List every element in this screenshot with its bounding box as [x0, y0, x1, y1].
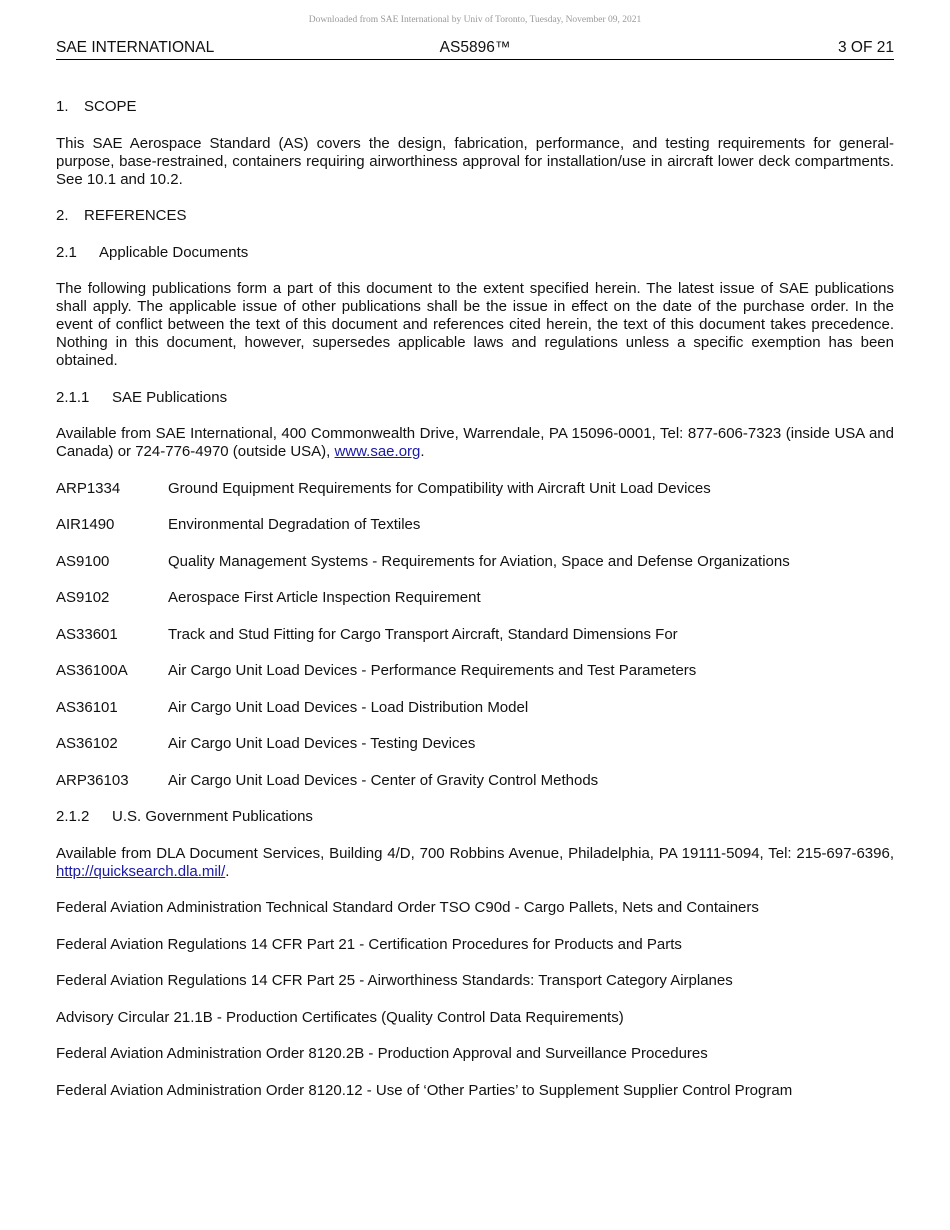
government-reference-item: Advisory Circular 21.1B - Production Certificates (Quality Control Data Requirements) — [56, 1008, 624, 1026]
reference-code: ARP36103 — [56, 771, 129, 789]
header-document-number: AS5896™ — [439, 39, 511, 56]
reference-item — [56, 662, 894, 680]
reference-code: AS36100A — [56, 662, 128, 679]
reference-code: AS36102 — [56, 735, 118, 752]
reference-code: AS9100 — [56, 552, 110, 570]
download-watermark: Downloaded from SAE International by Univ of Toronto, Tuesday, November 09, 2021 — [308, 15, 642, 25]
reference-item — [56, 553, 894, 571]
reference-title: Aerospace First Article Inspection Requirement — [168, 589, 481, 606]
document-body — [56, 98, 894, 1118]
reference-title: Air Cargo Unit Load Devices - Performance Requirements and Test Parameters — [168, 662, 697, 679]
reference-code: AIR1490 — [56, 516, 115, 533]
reference-item — [56, 626, 894, 644]
reference-item — [56, 735, 894, 753]
sae-availability-paragraph: Available from SAE International, 400 Commonwealth Drive, Warrendale, PA 15096-0001, Tel: 877-606-7323 (inside USA and Canada) or 724-776-4970 (outside USA), www.sae.org. — [56, 425, 894, 460]
government-reference-item: Federal Aviation Administration Order 8120.12 - Use of ‘Other Parties’ to Supplement Supplier Control Program — [56, 1081, 793, 1099]
reference-title: Quality Management Systems - Requirements for Aviation, Space and Defense Organizations — [168, 552, 790, 570]
section-heading-scope: 1. SCOPE — [56, 98, 137, 115]
applicable-documents-paragraph: The following publications form a part of this document to the extent specified herein. The latest issue of SAE publications shall apply. The applicable issue of other publications shall be the issue in effect on the date of the purchase order. In the event of conflict between the text of this document and references cited herein, the text of this document takes precedence. Nothing in this document, however, supersedes applicable laws and regulations unless a specific exemption has been obtained. — [56, 280, 894, 369]
reference-code: AS9102 — [56, 589, 110, 606]
reference-code: AS36101 — [56, 698, 118, 716]
reference-title: Air Cargo Unit Load Devices - Load Distribution Model — [168, 698, 529, 716]
sae-website-link[interactable]: www.sae.org — [334, 443, 421, 460]
reference-item — [56, 589, 894, 607]
reference-title: Air Cargo Unit Load Devices - Center of Gravity Control Methods — [168, 771, 599, 789]
header-organization: SAE INTERNATIONAL — [56, 39, 215, 56]
reference-code: ARP1334 — [56, 479, 121, 497]
section-heading-references: 2. REFERENCES — [56, 207, 187, 224]
government-reference-item: Federal Aviation Administration Order 8120.2B - Production Approval and Surveillance Procedures — [56, 1045, 708, 1062]
reference-item — [56, 772, 894, 790]
reference-title: Environmental Degradation of Textiles — [168, 516, 421, 533]
reference-item — [56, 699, 894, 717]
government-reference-item: Federal Aviation Regulations 14 CFR Part 25 - Airworthiness Standards: Transport Category Airplanes — [56, 972, 733, 989]
reference-code: AS33601 — [56, 625, 118, 643]
reference-item — [56, 480, 894, 498]
reference-title: Track and Stud Fitting for Cargo Transport Aircraft, Standard Dimensions For — [168, 625, 678, 643]
reference-item — [56, 516, 894, 534]
section-heading-applicable-documents: 2.1 Applicable Documents — [56, 243, 249, 261]
section-heading-sae-publications: 2.1.1 SAE Publications — [56, 388, 228, 406]
section-heading-us-government-publications: 2.1.2 U.S. Government Publications — [56, 808, 313, 825]
sae-publications-list — [56, 480, 894, 790]
page-header — [56, 37, 894, 60]
dla-quicksearch-link[interactable]: http://quicksearch.dla.mil/ — [56, 862, 226, 880]
government-reference-item: Federal Aviation Administration Technical Standard Order TSO C90d - Cargo Pallets, Nets and Containers — [56, 899, 759, 916]
dla-availability-paragraph: Available from DLA Document Services, Building 4/D, 700 Robbins Avenue, Philadelphia, PA 19111-5094, Tel: 215-697-6396, http://quicksearch.dla.mil/. — [56, 844, 894, 880]
government-publications-list — [56, 899, 894, 1100]
header-page-number: 3 OF 21 — [838, 39, 894, 56]
scope-paragraph: This SAE Aerospace Standard (AS) covers the design, fabrication, performance, and testing requirements for general-purpose, base-restrained, containers requiring airworthiness approval for installation/use in aircraft lower deck compartments. See 10.1 and 10.2. — [56, 134, 894, 188]
government-reference-item: Federal Aviation Regulations 14 CFR Part 21 - Certification Procedures for Products and Parts — [56, 935, 682, 953]
reference-title: Air Cargo Unit Load Devices - Testing Devices — [168, 735, 476, 752]
reference-title: Ground Equipment Requirements for Compatibility with Aircraft Unit Load Devices — [168, 479, 711, 497]
